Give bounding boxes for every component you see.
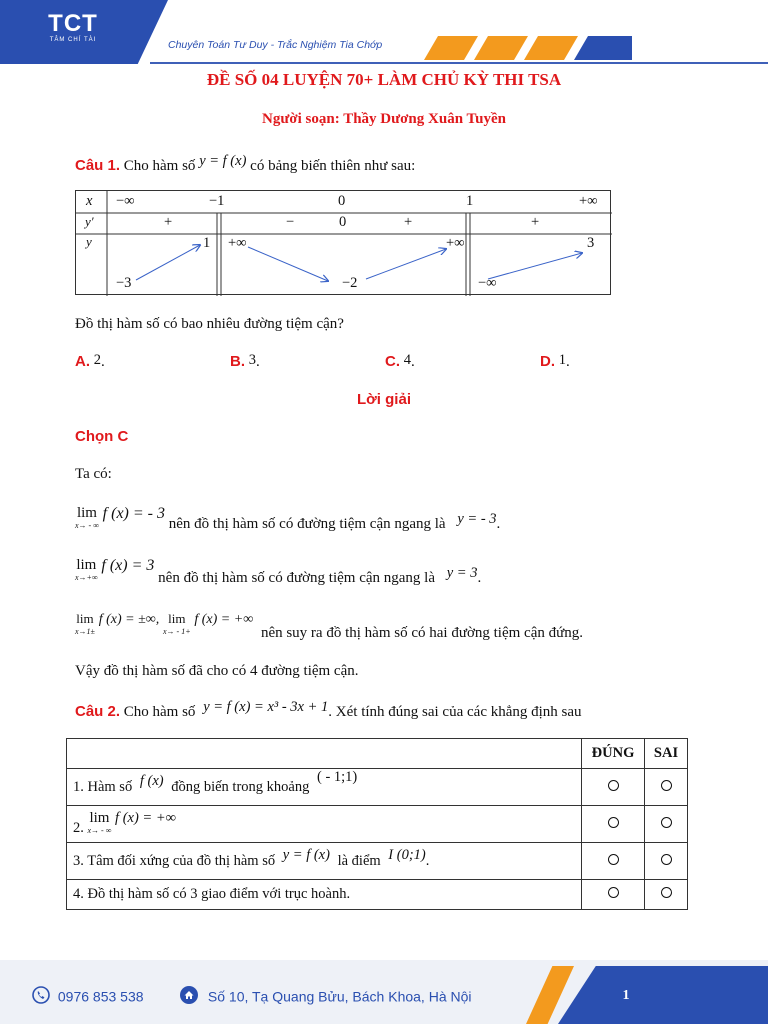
address-text: Số 10, Tạ Quang Bửu, Bách Khoa, Hà Nội [207,988,472,1005]
header-true: ĐÚNG [582,739,645,769]
solution-step-3 [75,611,583,641]
radio-circle[interactable] [608,887,619,898]
row-label-x: x [86,193,93,209]
y-value: −∞ [478,275,497,291]
x-value: 0 [338,193,346,209]
asymptote-equation: y = - 3 [457,511,497,527]
header-stripes [412,36,632,60]
choice-letter: C. [385,353,400,370]
limit-expression: lim x→+∞ [75,557,98,582]
choice-value: 2 [93,352,101,368]
q2-text-before: Cho hàm số [123,704,196,720]
radio-circle[interactable] [608,780,619,791]
y-value: +∞ [228,235,247,251]
choice-suffix: . [101,354,105,370]
table-row [67,880,688,910]
table-row [67,843,688,880]
true-false-table [66,738,688,910]
limit-value: f (x) = 3 [101,557,155,574]
radio-circle[interactable] [661,887,672,898]
q2-function: y = f (x) = x³ - 3x + 1 [203,699,329,715]
radio-circle[interactable] [608,854,619,865]
choice-d[interactable] [540,353,570,371]
choice-c[interactable] [385,353,415,371]
solution-intro: Ta có: [75,466,112,482]
author-line: Người soạn: Thầy Dương Xuân Tuyền [261,111,506,127]
limit-expression: lim x→ - ∞ [87,809,112,835]
step-text: nên đồ thị hàm số có đường tiệm cận ngang là [168,516,446,532]
solution-heading: Lời giải [356,391,411,408]
step-text: nên suy ra đồ thị hàm số có hai đường tiệm cận đứng. [260,625,583,641]
radio-circle[interactable] [608,817,619,828]
q1-label: Câu 1. [75,157,121,174]
q1-text-before: Cho hàm số [123,158,196,174]
header-false: SAI [645,739,688,769]
choice-suffix: . [566,354,570,370]
arrow-up-3 [488,253,582,279]
footer-address [180,986,472,1007]
x-value: −1 [209,193,225,209]
q1-question: Đồ thị hàm số có bao nhiêu đường tiệm cận? [75,316,344,332]
row-label-y: y [86,234,92,249]
variation-table [75,190,611,295]
x-value: −∞ [116,193,135,209]
radio-true[interactable] [582,806,645,843]
y-value: +∞ [446,235,465,251]
logo-subtitle: TÂM CHÍ TÀI [49,37,97,43]
x-value: +∞ [579,193,598,209]
sign-value: − [286,214,295,230]
x-value: 1 [466,193,474,209]
limit-expression: lim x→1± [75,611,95,636]
logo: TCT [48,10,98,37]
page-title: ĐỀ SỐ 04 LUYỆN 70+ LÀM CHỦ KỲ THI TSA [206,70,562,89]
table-header-row [67,739,688,769]
choice-letter: B. [230,353,245,370]
solution-step-2: lim x→+∞ f (x) = 3 nên đồ thị hàm số có đường tiệm cận ngang là y = 3. [75,557,482,586]
statement-cell: 3. Tâm đối xứng của đồ thị hàm số y = f (x) là điểm I (0;1). [67,843,582,880]
choice-b[interactable] [230,353,260,371]
q1-prompt [75,153,416,175]
asymptote-equation: y = 3 [446,565,478,581]
row-label-yprime: y′ [85,214,94,229]
header-blank [67,739,582,769]
choice-value: 1 [558,352,566,368]
step-text: nên đồ thị hàm số có đường tiệm cận ngang là [158,570,435,586]
radio-true[interactable] [582,843,645,880]
header-tagline: Chuyên Toán Tư Duy - Trắc Nghiệm Tia Chớp [168,39,383,51]
sign-value: + [164,214,173,230]
radio-circle[interactable] [661,817,672,828]
q1-text-after: có bảng biến thiên như sau: [250,158,416,174]
table-row [67,769,688,806]
radio-false[interactable] [645,769,688,806]
y-value: −2 [342,275,358,291]
limit-value: f (x) = ±∞, [98,612,160,627]
radio-false[interactable] [645,843,688,880]
choice-suffix: . [256,354,260,370]
header-rule [150,62,768,64]
arrow-up-2 [366,249,446,279]
limit-expression: lim x→ - 1+ [163,611,191,636]
statement-cell: 4. Đồ thị hàm số có 3 giao điểm với trục hoành. [67,880,582,910]
radio-circle[interactable] [661,854,672,865]
y-value: 1 [203,235,211,251]
table-row [67,806,688,843]
limit-expression: lim x→ - ∞ [75,505,99,530]
phone-icon [32,986,50,1007]
home-icon [180,986,198,1007]
radio-true[interactable] [582,880,645,910]
choice-a[interactable] [75,353,105,371]
statement-cell: 1. Hàm số f (x) đồng biến trong khoảng ( - 1;1) [67,769,582,806]
statement-cell: 2. lim x→ - ∞ f (x) = +∞ [67,806,582,843]
y-value: 3 [587,235,595,251]
solution-conclusion: Vậy đồ thị hàm số đã cho có 4 đường tiệm cận. [75,663,359,679]
q2-prompt [75,699,582,721]
q2-text-after: . Xét tính đúng sai của các khẳng định sau [328,704,582,720]
arrow-down-1 [248,247,328,281]
radio-false[interactable] [645,806,688,843]
choice-letter: D. [540,353,555,370]
choice-suffix: . [411,354,415,370]
limit-value: f (x) = +∞ [194,612,254,627]
footer-phone[interactable] [32,986,144,1007]
q1-function: y = f (x) [199,153,247,169]
choice-value: 3 [248,352,256,368]
sign-value: 0 [339,214,347,230]
phone-number: 0976 853 538 [57,988,144,1005]
solution-step-1: lim x→ - ∞ f (x) = - 3 nên đồ thị hàm số có đường tiệm cận ngang là y = - 3. [75,505,501,532]
answer-choice: Chọn C [75,428,129,445]
y-value: −3 [116,275,132,291]
radio-circle[interactable] [661,780,672,791]
arrow-up-1 [136,245,200,280]
sign-value: + [531,214,540,230]
sign-value: + [404,214,413,230]
choice-value: 4 [403,352,411,368]
limit-value: f (x) = - 3 [102,505,165,522]
radio-false[interactable] [645,880,688,910]
choice-letter: A. [75,353,90,370]
q2-label: Câu 2. [75,703,121,720]
radio-true[interactable] [582,769,645,806]
page-number: 1 [622,988,630,1003]
